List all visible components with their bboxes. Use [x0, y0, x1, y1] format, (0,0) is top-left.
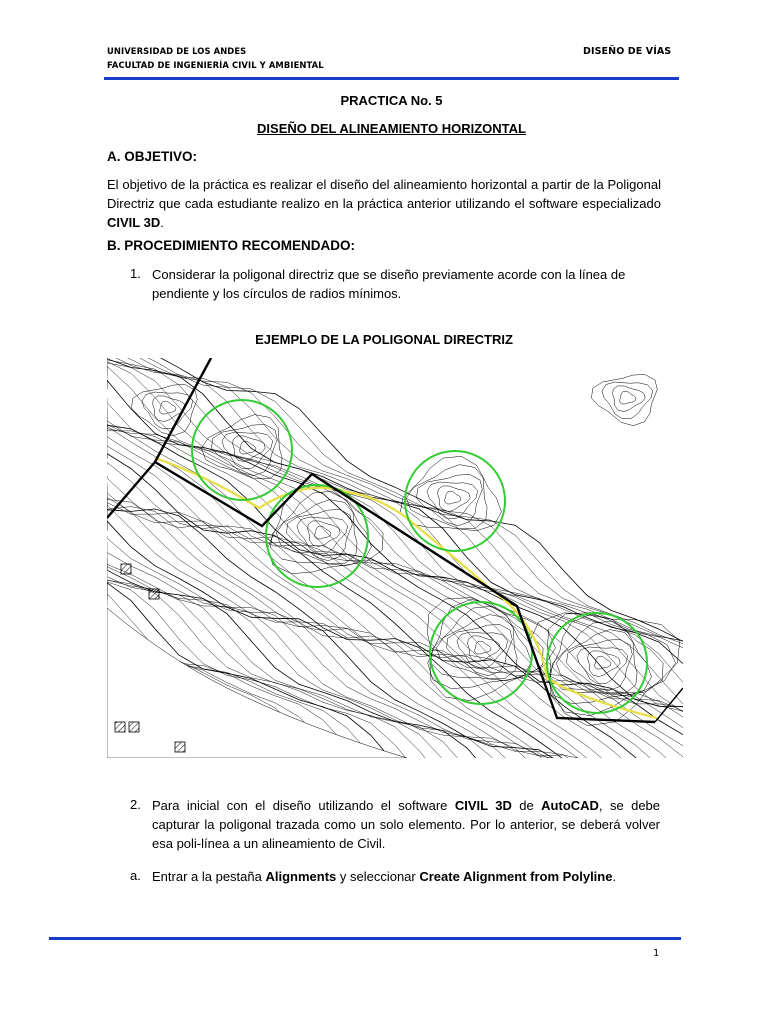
contour-loop	[613, 386, 646, 412]
item-1-number: 1.	[130, 266, 141, 281]
topographic-map-figure	[107, 358, 683, 758]
contour-line	[107, 405, 683, 711]
contour-loop	[445, 491, 461, 504]
item-2-paragraph	[152, 796, 660, 853]
practice-title: PRACTICA No. 5	[340, 93, 443, 108]
item-a-text-part: Entrar a la pestaña	[152, 869, 266, 884]
item-a-text-part: y seleccionar	[336, 869, 420, 884]
page-number: 1	[653, 948, 660, 959]
practice-subtitle: DISEÑO DEL ALINEAMIENTO HORIZONTAL	[257, 121, 526, 136]
contour-loop	[297, 517, 348, 554]
terrain-boundary	[107, 608, 407, 758]
contour-loop	[438, 486, 471, 512]
contour-loop	[406, 465, 487, 529]
hatched-block	[149, 589, 159, 599]
section-a-heading: A. OBJETIVO:	[107, 149, 198, 164]
footer-rule	[49, 937, 681, 940]
contour-line	[107, 362, 683, 713]
contour-line	[107, 358, 683, 641]
contour-loop	[287, 509, 353, 560]
contour-loop	[457, 632, 508, 669]
item-a-create-alignment: Create Alignment from Polyline	[419, 869, 613, 884]
contour-line	[107, 380, 683, 706]
contour-loop	[577, 647, 628, 684]
contour-lines	[107, 358, 683, 758]
header-university: UNIVERSIDAD DE LOS ANDES	[107, 46, 247, 56]
item-a-text	[152, 867, 664, 886]
contour-loop	[308, 521, 341, 547]
hatched-block	[121, 564, 131, 574]
item-2-text: Para inicial con el diseño utilizando el software	[152, 798, 455, 813]
header-rule	[104, 77, 679, 80]
section-a-period: .	[160, 215, 164, 230]
contour-line	[107, 363, 683, 704]
header-faculty: FACULTAD DE INGENIERÍA CIVIL Y AMBIENTAL	[107, 60, 324, 70]
item-2-text: , se debe capturar la poligonal trazada como un solo elemento. Por lo anterior, se deberá volver esa poli-línea a un alineamiento de Civil.	[152, 798, 661, 851]
contour-loop	[548, 614, 663, 703]
contour-loop	[142, 392, 193, 429]
contour-loop	[315, 526, 331, 539]
contour-line	[107, 358, 683, 641]
section-a-software: CIVIL 3D	[107, 215, 161, 230]
item-a-text-part: .	[612, 869, 617, 884]
item-2-number: 2.	[130, 797, 141, 812]
item-a-letter: a.	[130, 868, 141, 883]
contour-loop	[240, 441, 256, 454]
hatched-block	[115, 722, 125, 732]
section-a-paragraph	[107, 175, 661, 232]
contour-loop	[620, 391, 636, 404]
directriz-polyline-end	[655, 688, 683, 722]
radius-circle	[405, 451, 505, 551]
topographic-map	[107, 358, 683, 758]
contour-loop	[592, 374, 658, 425]
contour-line	[107, 366, 683, 711]
contour-loop	[417, 474, 483, 525]
contour-loop	[160, 401, 176, 414]
radius-circle	[430, 602, 532, 704]
hatched-block	[175, 742, 185, 752]
contour-loop	[212, 424, 278, 475]
contour-loop	[132, 384, 198, 435]
item-1-text: Considerar la poligonal directriz que se diseño previamente acorde con la línea de pendiente y los círculos de radios mínimos.	[152, 267, 626, 301]
section-a-text: El objetivo de la práctica es realizar el diseño del alineamiento horizontal a partir de la Poligonal Directriz que cada estudiante realizo en la práctica anterior utilizando el software especializado	[107, 177, 661, 211]
hatched-block	[129, 722, 139, 732]
contour-loop	[222, 432, 273, 469]
header-course: DISEÑO DE VÍAS	[583, 46, 672, 57]
item-2-autocad: AutoCAD	[541, 798, 599, 813]
section-b-heading: B. PROCEDIMIENTO RECOMENDADO:	[107, 238, 356, 253]
item-a-alignments: Alignments	[265, 869, 337, 884]
figure-title: EJEMPLO DE LA POLIGONAL DIRECTRIZ	[255, 332, 513, 347]
contour-loop	[602, 382, 653, 419]
item-2-software: CIVIL 3D	[454, 798, 512, 813]
contour-line	[107, 358, 683, 641]
contour-loop	[427, 598, 555, 701]
item-2-text: de	[511, 798, 542, 813]
contour-loop	[475, 641, 491, 654]
